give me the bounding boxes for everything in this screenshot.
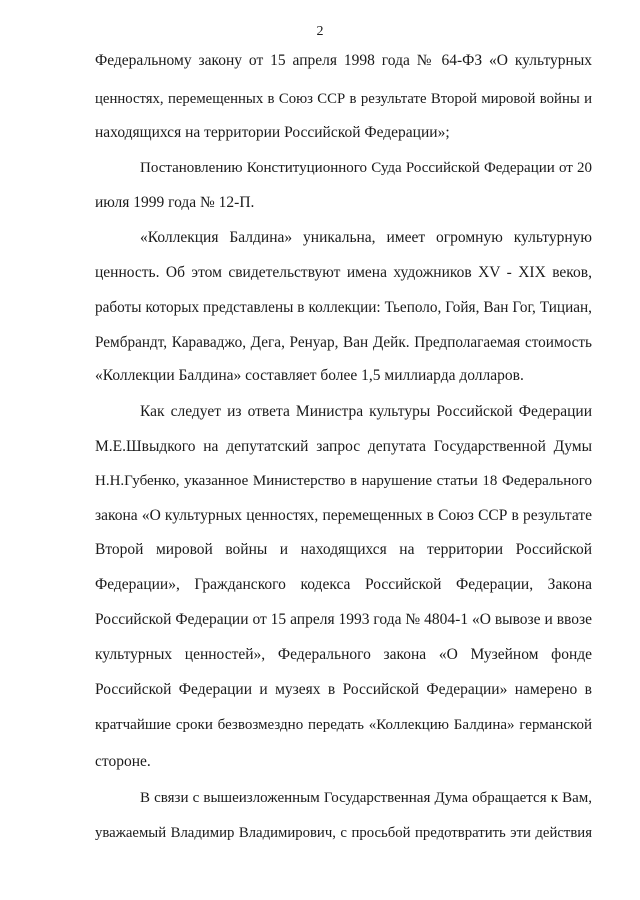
- text-line: культурных ценностей», Федерального закона «О Музейном фонде: [95, 646, 592, 663]
- text-line: Н.Н.Губенко, указанное Министерство в нарушение статьи 18 Федерального: [95, 473, 592, 489]
- text-line: ценностях, перемещенных в Союз ССР в результате Второй мировой войны и: [95, 91, 592, 107]
- text-line: Российской Федерации от 15 апреля 1993 года № 4804-1 «О вывозе и ввозе: [95, 611, 592, 628]
- text-line: Российской Федерации и музеях в Российской Федерации» намерено в: [95, 681, 592, 698]
- text-line: закона «О культурных ценностях, перемещенных в Союз ССР в результате: [95, 507, 592, 524]
- text-line: Федеральному закону от 15 апреля 1998 года № 64-ФЗ «О культурных: [95, 52, 592, 69]
- text-line: «Коллекция Балдина» уникальна, имеет огромную культурную: [140, 229, 592, 246]
- text-line: стороне.: [95, 753, 151, 770]
- page-number: 2: [316, 24, 324, 39]
- text-line: «Коллекции Балдина» составляет более 1,5 миллиарда долларов.: [95, 367, 524, 384]
- text-line: работы которых представлены в коллекции: Тьеполо, Гойя, Ван Гог, Тициан,: [95, 299, 592, 316]
- text-line: уважаемый Владимир Владимирович, с просьбой предотвратить эти действия: [95, 825, 592, 841]
- text-line: Как следует из ответа Министра культуры Российской Федерации: [140, 403, 592, 420]
- text-line: М.Е.Швыдкого на депутатский запрос депутата Государственной Думы: [95, 438, 592, 455]
- text-line: Второй мировой войны и находящихся на территории Российской: [95, 541, 592, 558]
- text-line: Рембрандт, Караваджо, Дега, Ренуар, Ван Дейк. Предполагаемая стоимость: [95, 334, 592, 351]
- text-line: ценность. Об этом свидетельствуют имена художников XV - XIX веков,: [95, 264, 592, 281]
- text-line: кратчайшие сроки безвозмездно передать «Коллекцию Балдина» германской: [95, 717, 592, 733]
- text-line: июля 1999 года № 12-П.: [95, 194, 255, 211]
- text-line: находящихся на территории Российской Федерации»;: [95, 124, 450, 141]
- text-line: Постановлению Конституционного Суда Российской Федерации от 20: [140, 160, 592, 176]
- text-line: Федерации», Гражданского кодекса Российской Федерации, Закона: [95, 576, 592, 593]
- text-line: В связи с вышеизложенным Государственная Дума обращается к Вам,: [140, 790, 592, 806]
